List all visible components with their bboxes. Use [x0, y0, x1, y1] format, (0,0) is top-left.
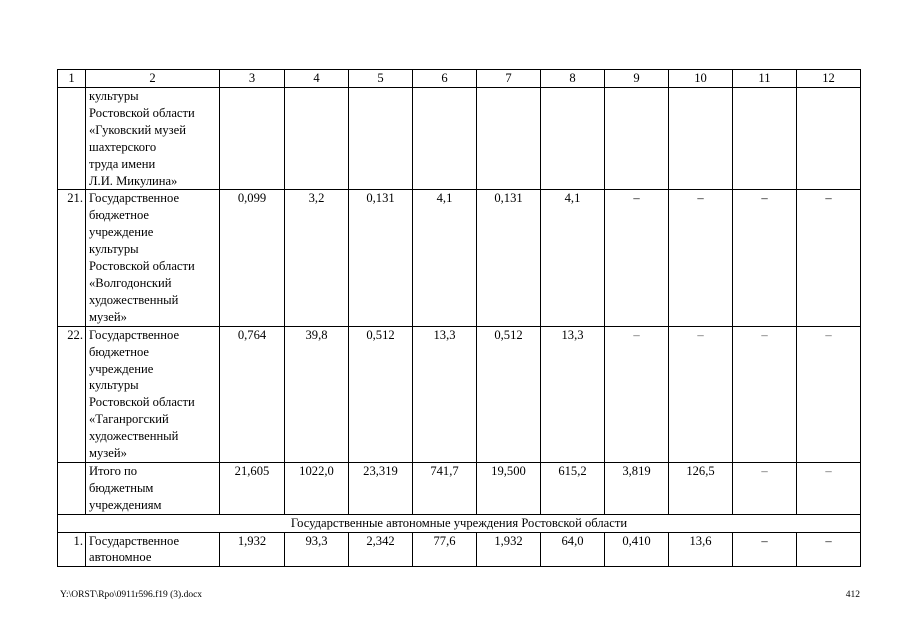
value-cell-col-11: – [733, 532, 797, 567]
value-cell-col-4: 3,2 [285, 190, 349, 326]
column-header-5: 5 [349, 70, 413, 88]
column-header-10: 10 [669, 70, 733, 88]
column-header-row [58, 70, 861, 88]
value-cell-col-6: 13,3 [413, 326, 477, 462]
row-number: 21. [58, 190, 86, 326]
footer-file-path: Y:\ORST\Rpo\0911r596.f19 (3).docx [60, 590, 203, 600]
value-cell-col-8: 64,0 [541, 532, 605, 567]
section-title: Государственные автономные учреждения Ростовской области [58, 514, 861, 532]
value-cell-col-10: – [669, 190, 733, 326]
value-cell-col-4 [285, 88, 349, 190]
row-number [58, 88, 86, 190]
value-cell-col-3: 1,932 [220, 532, 285, 567]
value-cell-col-3 [220, 88, 285, 190]
value-cell-col-12: – [797, 190, 861, 326]
institution-name: Государственное бюджетное учреждение культуры Ростовской области «Таганрогский художественный музей» [86, 326, 220, 462]
column-header-8: 8 [541, 70, 605, 88]
value-cell-col-8 [541, 88, 605, 190]
value-cell-col-9: – [605, 190, 669, 326]
column-header-7: 7 [477, 70, 541, 88]
row-number: 22. [58, 326, 86, 462]
row-number: 1. [58, 532, 86, 567]
value-cell-col-12: – [797, 326, 861, 462]
institution-name: культуры Ростовской области «Гуковский музей шахтерского труда имени Л.И. Микулина» [86, 88, 220, 190]
value-cell-col-12: – [797, 532, 861, 567]
budget-table [57, 69, 861, 567]
value-cell-col-5 [349, 88, 413, 190]
value-cell-col-7: 0,512 [477, 326, 541, 462]
value-cell-col-11: – [733, 326, 797, 462]
value-cell-col-6: 741,7 [413, 462, 477, 514]
value-cell-col-9: 3,819 [605, 462, 669, 514]
section-row [58, 514, 861, 532]
value-cell-col-11 [733, 88, 797, 190]
table-row [58, 88, 861, 190]
institution-name: Государственное бюджетное учреждение культуры Ростовской области «Волгодонский художественный музей» [86, 190, 220, 326]
value-cell-col-10: – [669, 326, 733, 462]
value-cell-col-6 [413, 88, 477, 190]
value-cell-col-10: 13,6 [669, 532, 733, 567]
value-cell-col-5: 23,319 [349, 462, 413, 514]
value-cell-col-12: – [797, 462, 861, 514]
value-cell-col-5: 0,512 [349, 326, 413, 462]
table-row [58, 190, 861, 326]
value-cell-col-4: 1022,0 [285, 462, 349, 514]
value-cell-col-9 [605, 88, 669, 190]
institution-name: Государственное автономное [86, 532, 220, 567]
row-number [58, 462, 86, 514]
value-cell-col-5: 2,342 [349, 532, 413, 567]
value-cell-col-12 [797, 88, 861, 190]
institution-name: Итого по бюджетным учреждениям [86, 462, 220, 514]
column-header-4: 4 [285, 70, 349, 88]
column-header-3: 3 [220, 70, 285, 88]
value-cell-col-10 [669, 88, 733, 190]
column-header-12: 12 [797, 70, 861, 88]
value-cell-col-3: 0,099 [220, 190, 285, 326]
value-cell-col-8: 13,3 [541, 326, 605, 462]
column-header-1: 1 [58, 70, 86, 88]
value-cell-col-7: 0,131 [477, 190, 541, 326]
value-cell-col-4: 93,3 [285, 532, 349, 567]
value-cell-col-7: 19,500 [477, 462, 541, 514]
column-header-6: 6 [413, 70, 477, 88]
footer-page-number: 412 [845, 590, 860, 600]
value-cell-col-7: 1,932 [477, 532, 541, 567]
value-cell-col-11: – [733, 462, 797, 514]
value-cell-col-7 [477, 88, 541, 190]
value-cell-col-6: 77,6 [413, 532, 477, 567]
value-cell-col-5: 0,131 [349, 190, 413, 326]
table-row [58, 326, 861, 462]
column-header-11: 11 [733, 70, 797, 88]
value-cell-col-4: 39,8 [285, 326, 349, 462]
value-cell-col-11: – [733, 190, 797, 326]
table-row [58, 462, 861, 514]
column-header-9: 9 [605, 70, 669, 88]
value-cell-col-3: 21,605 [220, 462, 285, 514]
value-cell-col-10: 126,5 [669, 462, 733, 514]
value-cell-col-8: 4,1 [541, 190, 605, 326]
value-cell-col-8: 615,2 [541, 462, 605, 514]
value-cell-col-9: – [605, 326, 669, 462]
value-cell-col-9: 0,410 [605, 532, 669, 567]
value-cell-col-3: 0,764 [220, 326, 285, 462]
value-cell-col-6: 4,1 [413, 190, 477, 326]
table-row [58, 532, 861, 567]
column-header-2: 2 [86, 70, 220, 88]
